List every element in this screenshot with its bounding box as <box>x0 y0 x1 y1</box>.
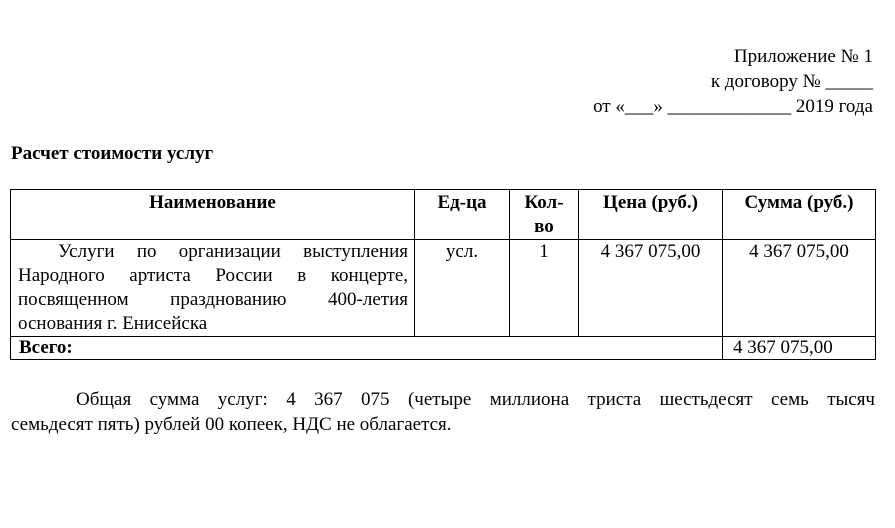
header-qty-line2: во <box>534 216 554 237</box>
table-row <box>11 240 876 337</box>
appendix-number: Приложение № 1 <box>733 46 873 67</box>
service-name <box>11 240 415 337</box>
total-label: Всего: <box>11 337 723 360</box>
service-price: 4 367 075,00 <box>579 240 723 337</box>
total-value: 4 367 075,00 <box>723 337 876 360</box>
header-qty <box>510 190 579 240</box>
service-unit: усл. <box>415 240 510 337</box>
contract-reference: к договору № _____ <box>710 71 873 92</box>
total-row <box>11 337 876 360</box>
section-title: Расчет стоимости услуг <box>11 143 214 164</box>
header-name: Наименование <box>11 190 415 240</box>
header-qty-line1: Кол- <box>524 192 564 213</box>
header-price: Цена (руб.) <box>579 190 723 240</box>
summary-paragraph <box>11 387 875 437</box>
appendix-header <box>593 44 873 119</box>
summary-line-2: семьдесят пять) рублей 00 копеек, НДС не облагается. <box>11 414 452 435</box>
service-qty: 1 <box>510 240 579 337</box>
contract-date: от «___» _____________ 2019 года <box>593 96 873 117</box>
summary-line-1: Общая сумма услуг: 4 367 075 (четыре миллиона триста шестьдесят семь тысяч <box>76 389 875 410</box>
service-sum: 4 367 075,00 <box>723 240 876 337</box>
table-header-row <box>11 190 876 240</box>
header-unit: Ед-ца <box>415 190 510 240</box>
cost-table <box>10 189 876 360</box>
service-name-text: Услуги по организации выступления Народного артиста России в концерте, посвященном празднованию 400-летия основания г. Енисейска <box>18 241 408 334</box>
header-sum: Сумма (руб.) <box>723 190 876 240</box>
